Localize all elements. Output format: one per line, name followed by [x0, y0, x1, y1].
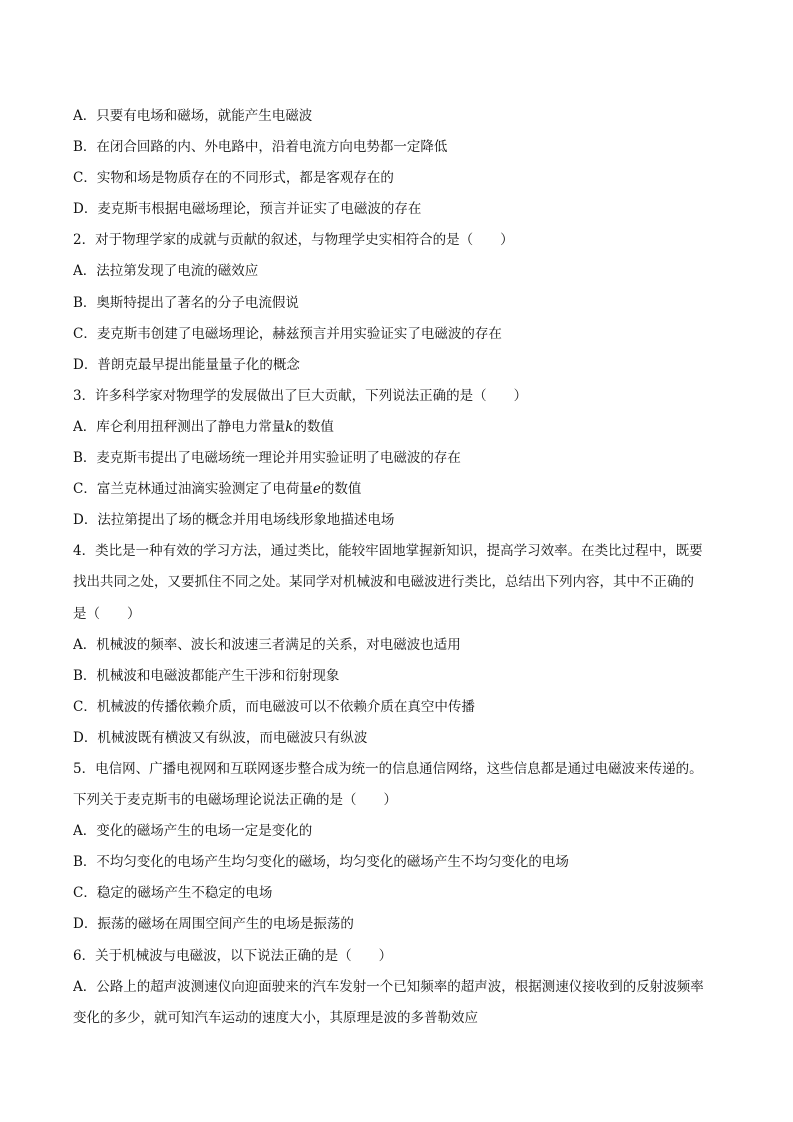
q3-option-c-suffix: 的数值	[320, 481, 362, 498]
q5-option-a: A．变化的磁场产生的电场一定是变化的	[73, 823, 313, 840]
question-1-options	[73, 101, 725, 225]
q4-option-a: A．机械波的频率、波长和波速三者满足的关系，对电磁波也适用	[73, 636, 461, 653]
q3-option-c-variable: e	[312, 481, 321, 498]
q3-stem: 3．许多科学家对物理学的发展做出了巨大贡献，下列说法正确的是（ ）	[73, 387, 528, 404]
q2-stem: 2．对于物理学家的成就与贡献的叙述，与物理学史实相符合的是（ ）	[73, 232, 514, 249]
q5-option-c: C．稳定的磁场产生不稳定的电场	[73, 885, 273, 902]
q4-stem-line-3: 是（ ）	[73, 605, 141, 622]
q3-option-c-text: C．富兰克林通过油滴实验测定了电荷量	[73, 481, 313, 498]
question-list	[73, 101, 725, 1034]
q1-option-d: D．麦克斯韦根据电磁场理论，预言并证实了电磁波的存在	[73, 201, 422, 218]
q2-option-b: B．奥斯特提出了著名的分子电流假说	[73, 294, 299, 311]
q2-option-c: C．麦克斯韦创建了电磁场理论，赫兹预言并用实验证实了电磁波的存在	[73, 325, 502, 342]
question-5	[73, 754, 725, 941]
q5-stem-line-2: 下列关于麦克斯韦的电磁场理论说法正确的是（ ）	[73, 792, 397, 809]
q1-option-a: A．只要有电场和磁场，就能产生电磁波	[73, 108, 313, 124]
question-4	[73, 536, 725, 754]
q4-option-c: C．机械波的传播依赖介质，而电磁波可以不依赖介质在真空中传播	[73, 698, 475, 715]
q6-option-a-line-2: 变化的多少，就可知汽车运动的速度大小，其原理是波的多普勒效应	[73, 1009, 478, 1026]
q3-option-d: D．法拉第提出了场的概念并用电场线形象地描述电场	[73, 512, 395, 529]
q3-option-a-text: A．库仑利用扭秤测出了静电力常量	[73, 418, 286, 435]
question-2	[73, 225, 725, 380]
q3-option-a	[73, 412, 725, 443]
q5-option-b: B．不均匀变化的电场产生均匀变化的磁场，均匀变化的磁场产生不均匀变化的电场	[73, 854, 569, 871]
q5-option-d: D．振荡的磁场在周围空间产生的电场是振荡的	[73, 916, 354, 933]
q2-option-a: A．法拉第发现了电流的磁效应	[73, 263, 259, 280]
q3-option-c	[73, 474, 725, 505]
q1-option-b: B．在闭合回路的内、外电路中，沿着电流方向电势都一定降低	[73, 139, 448, 156]
q6-option-a-line-1: A．公路上的超声波测速仪向迎面驶来的汽车发射一个已知频率的超声波，根据测速仪接收到的反射波频率	[73, 978, 704, 995]
q3-option-b: B．麦克斯韦提出了电磁场统一理论并用实验证明了电磁波的存在	[73, 450, 461, 467]
q4-option-b: B．机械波和电磁波都能产生干涉和衍射现象	[73, 667, 340, 684]
question-6	[73, 941, 725, 1034]
q6-stem: 6．关于机械波与电磁波，以下说法正确的是（ ）	[73, 947, 393, 964]
q1-option-c: C．实物和场是物质存在的不同形式，都是客观存在的	[73, 170, 394, 187]
q2-option-d: D．普朗克最早提出能量量子化的概念	[73, 356, 300, 373]
q4-option-d: D．机械波既有横波又有纵波，而电磁波只有纵波	[73, 729, 368, 746]
q3-option-a-suffix: 的数值	[293, 418, 334, 435]
q4-stem-line-2: 找出共同之处，又要抓住不同之处。某同学对机械波和电磁波进行类比，总结出下列内容，其中不正确的	[73, 574, 694, 591]
q3-option-a-variable: k	[285, 418, 294, 435]
q5-stem-line-1: 5．电信网、广播电视网和互联网逐步整合成为统一的信息通信网络，这些信息都是通过电磁波来传递的。	[73, 760, 703, 777]
question-3	[73, 381, 725, 536]
q4-stem-line-1: 4．类比是一种有效的学习方法，通过类比，能较牢固地掌握新知识，提高学习效率。在类比过程中，既要	[73, 543, 703, 560]
